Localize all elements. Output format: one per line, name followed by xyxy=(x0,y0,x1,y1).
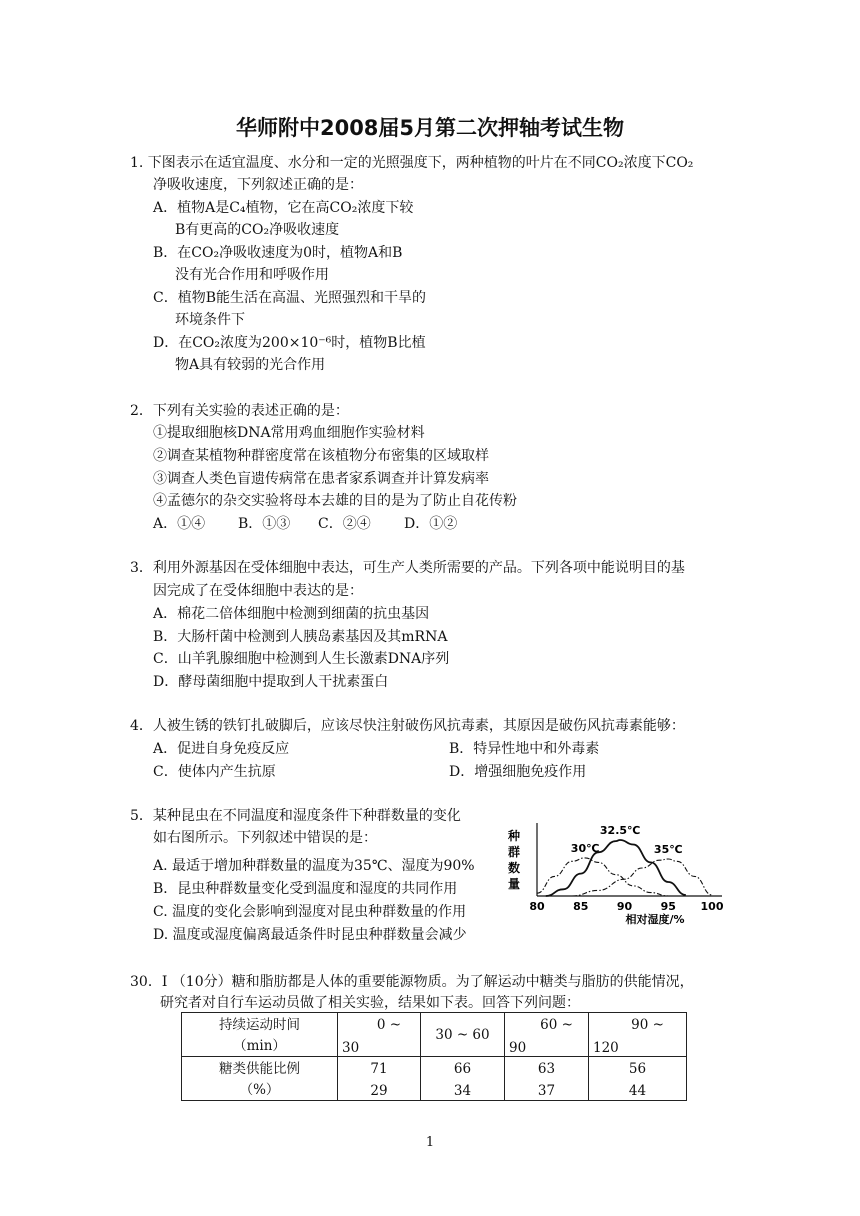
q1-stem-line1: 1. 下图表示在适宜温度、水分和一定的光照强度下，两种植物的叶片在不同CO₂浓度下CO₂ xyxy=(130,155,694,171)
q2-statement-4: ④孟德尔的杂交实验将母本去雄的目的是为了防止自花传粉 xyxy=(153,493,517,509)
q2-stem: 2．下列有关实验的表述正确的是： xyxy=(130,403,349,419)
q4-option-a: A．促进自身免疫反应 xyxy=(153,741,290,757)
q30-stem-line2: 研究者对自行车运动员做了相关实验，结果如下表。回答下列问题： xyxy=(160,995,580,1011)
q3-option-d: D．酵母菌细胞中提取到人干扰素蛋白 xyxy=(153,674,389,690)
q4-option-d: D．增强细胞免疫作用 xyxy=(449,764,587,780)
x-tick-label: 90 xyxy=(616,900,633,913)
table-row-label: 糖类供能比例 （%） xyxy=(182,1057,338,1101)
q4-stem: 4．人被生锈的铁钉扎破脚后，应该尽快注射破伤风抗毒素，其原因是破伤风抗毒素能够： xyxy=(130,718,685,734)
q3-option-a: A．棉花二倍体细胞中检测到细菌的抗虫基因 xyxy=(153,606,430,622)
q1-option-b: B．在CO₂净吸收速度为0时，植物A和B xyxy=(153,245,403,261)
q3-stem-line2: 因完成了在受体细胞中表达的是： xyxy=(153,583,363,599)
page-title: 华师附中2008届5月第二次押轴考试生物 xyxy=(235,116,625,140)
q2-statement-3: ③调查人类色盲遗传病常在患者家系调查并计算发病率 xyxy=(153,471,489,487)
q4-option-b: B．特异性地中和外毒素 xyxy=(449,741,600,757)
table-header-cell: 持续运动时间 （min） xyxy=(182,1013,338,1057)
q5-stem-line1: 5．某种昆虫在不同温度和湿度条件下种群数量的变化 xyxy=(130,808,461,824)
y-label-char: 数 xyxy=(507,861,521,875)
x-tick-label: 100 xyxy=(700,900,724,913)
q30-stem-line1: 30．I （10分）糖和脂肪都是人体的重要能源物质。为了解运动中糖类与脂肪的供能情况， xyxy=(130,974,694,990)
q2-option-a: A．①④ xyxy=(153,516,206,532)
table-cell: 30 ~ 60 xyxy=(421,1013,505,1057)
table-row-sugar xyxy=(182,1057,687,1101)
q1-option-b-cont: 没有光合作用和呼吸作用 xyxy=(175,267,329,283)
q1-option-d: D．在CO₂浓度为200×10⁻⁶时，植物B比植 xyxy=(153,335,426,351)
q1-option-c-cont: 环境条件下 xyxy=(175,312,245,328)
series-label-2: 35℃ xyxy=(653,843,683,857)
q5-option-d: D. 温度或湿度偏离最适条件时昆虫种群数量会减少 xyxy=(153,927,467,943)
series-label-1: 32.5℃ xyxy=(599,824,641,837)
q5-stem-line2: 如右图所示。下列叙述中错误的是： xyxy=(153,830,377,846)
table-cell: 90 ~ 120 xyxy=(589,1013,687,1057)
table-cell: 63 37 xyxy=(505,1057,589,1101)
table-cell: 0 ~ 30 xyxy=(338,1013,421,1057)
x-tick-label: 95 xyxy=(660,900,676,913)
q3-stem-line1: 3．利用外源基因在受体细胞中表达，可生产人类所需要的产品。下列各项中能说明目的基 xyxy=(130,560,685,576)
q5-option-b: B．昆虫种群数量变化受到温度和湿度的共同作用 xyxy=(153,881,458,897)
q1-option-a-cont: B有更高的CO₂净吸收速度 xyxy=(175,222,340,238)
q2-statement-2: ②调查某植物种群密度常在该植物分布密集的区域取样 xyxy=(153,448,489,464)
q3-option-b: B．大肠杆菌中检测到人胰岛素基因及其mRNA xyxy=(153,629,448,645)
y-label-char: 种 xyxy=(507,829,521,843)
series-label-0: 30℃ xyxy=(570,841,600,855)
y-axis-label xyxy=(507,828,520,891)
y-label-char: 量 xyxy=(507,877,521,891)
q2-option-c: C．②④ xyxy=(318,516,371,532)
y-label-char: 群 xyxy=(507,845,521,859)
series-line-2 xyxy=(572,859,712,896)
q5-option-a: A. 最适于增加种群数量的温度为35℃、湿度为90% xyxy=(153,858,475,874)
q1-option-c: C．植物B能生活在高温、光照强烈和干旱的 xyxy=(153,290,426,306)
x-tick-label: 80 xyxy=(529,900,545,913)
q2-option-b: B．①③ xyxy=(238,516,291,532)
table-cell: 71 29 xyxy=(338,1057,421,1101)
q3-option-c: C．山羊乳腺细胞中检测到人生长激素DNA序列 xyxy=(153,651,450,667)
table-row-time xyxy=(182,1013,687,1057)
q2-statement-1: ①提取细胞核DNA常用鸡血细胞作实验材料 xyxy=(153,425,425,441)
table-cell: 66 34 xyxy=(421,1057,505,1101)
table-cell: 56 44 xyxy=(589,1057,687,1101)
q1-stem-line2: 净吸收速度，下列叙述正确的是： xyxy=(153,177,363,193)
energy-supply-table xyxy=(181,1012,687,1101)
x-tick-label: 85 xyxy=(573,900,589,913)
q4-option-c: C．使体内产生抗原 xyxy=(153,764,276,780)
q1-option-a: A．植物A是C₄植物，它在高CO₂浓度下较 xyxy=(153,200,414,216)
q2-option-d: D．①② xyxy=(404,516,458,532)
table-cell: 60 ~ 90 xyxy=(505,1013,589,1057)
q1-option-d-cont: 物A具有较弱的光合作用 xyxy=(175,357,326,373)
x-axis-label: 相对湿度/% xyxy=(625,913,685,926)
humidity-population-chart xyxy=(500,818,730,930)
page-number: 1 xyxy=(425,1135,435,1150)
q5-option-c: C. 温度的变化会影响到湿度对昆虫种群数量的作用 xyxy=(153,904,467,920)
